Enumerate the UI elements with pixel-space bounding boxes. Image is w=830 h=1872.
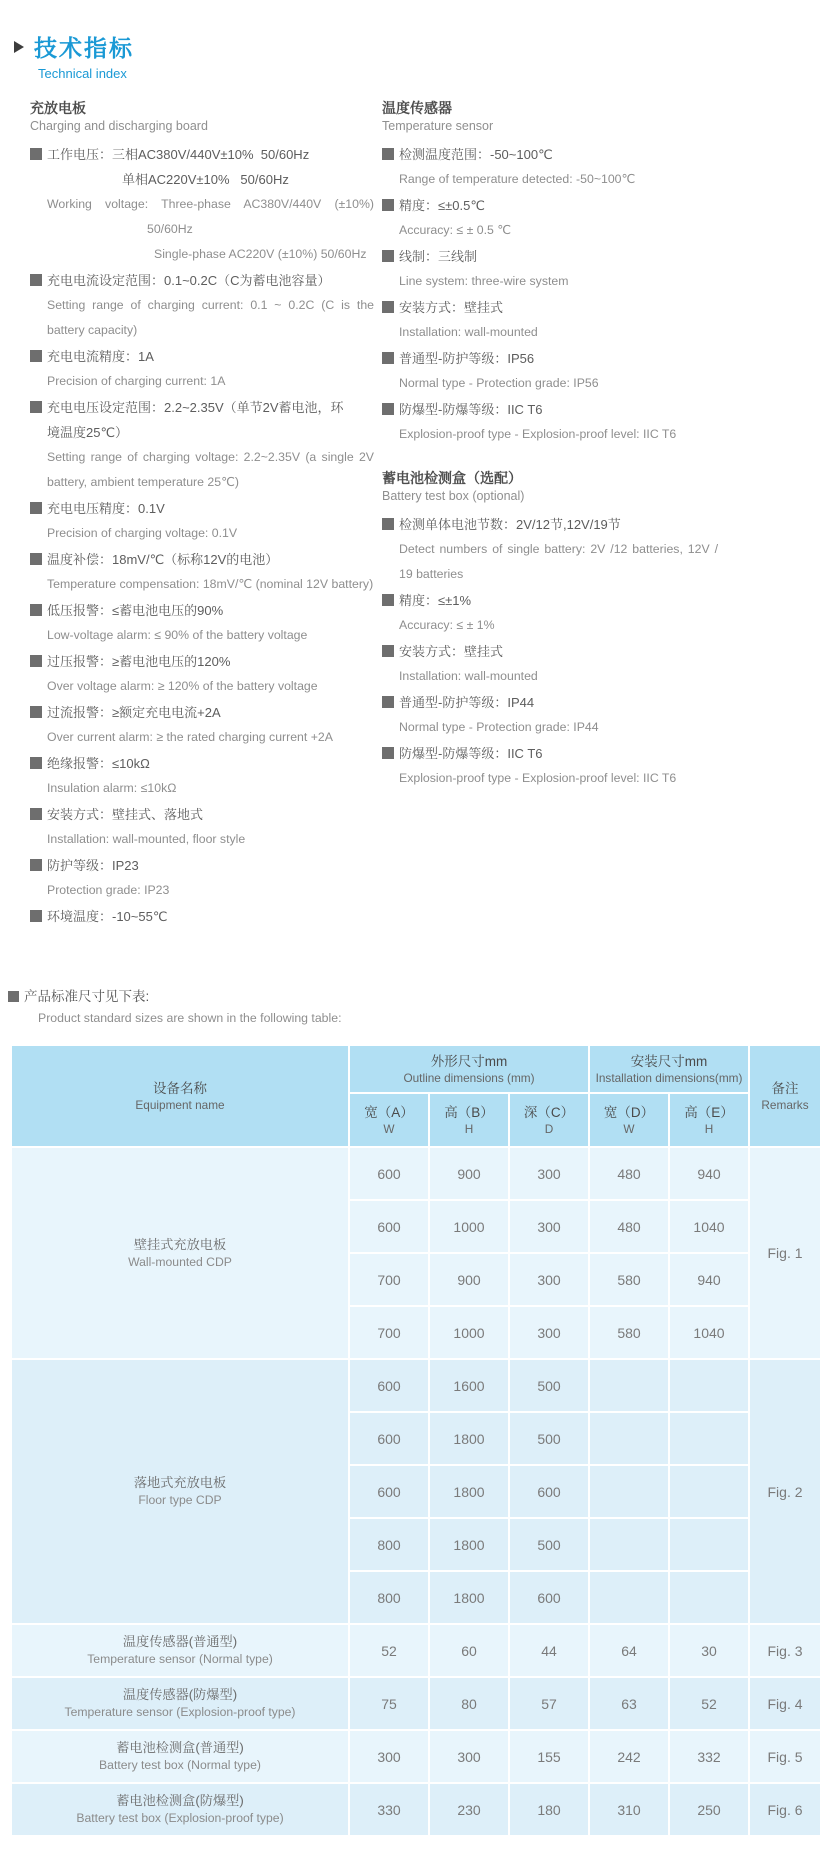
- charging-board-spec-list: [30, 142, 374, 929]
- spec-line-en: Installation: wall-mounted: [399, 669, 538, 683]
- spec-line-cn: 检测温度范围：-50~100℃: [382, 142, 718, 167]
- spec-line-en: Normal type - Protection grade: IP56: [399, 376, 599, 390]
- dimension-cell: 30: [669, 1624, 749, 1677]
- spec-item: [30, 598, 374, 648]
- section-title-charging-board-en: Charging and discharging board: [30, 119, 208, 133]
- spec-item: [30, 802, 374, 852]
- equipment-name-cell: 壁挂式充放电板 Wall-mounted CDP: [11, 1147, 349, 1359]
- spec-line-cn: 温度补偿：18mV/℃（标称12V的电池）: [30, 547, 374, 572]
- page-header: [0, 0, 830, 63]
- dimension-cell: 600: [349, 1359, 429, 1412]
- dimension-cell: [589, 1571, 669, 1624]
- dimension-cell: 180: [509, 1783, 589, 1836]
- spec-line-cn: 充电电压精度：0.1V: [30, 496, 374, 521]
- spec-item: [30, 649, 374, 699]
- spec-line-en: 50/60Hz: [147, 222, 193, 236]
- spec-line-cn: 工作电压：三相AC380V/440V±10% 50/60Hz: [30, 142, 374, 167]
- spec-item: [382, 690, 718, 740]
- spec-item: [30, 496, 374, 546]
- spec-line-cn: 检测单体电池节数：2V/12节,12V/19节: [382, 512, 718, 537]
- spec-line-cn: 防爆型-防爆等级：IIC T6: [382, 741, 718, 766]
- remark-cell: Fig. 6: [749, 1783, 821, 1836]
- spec-item: [382, 295, 718, 345]
- spec-item: [30, 395, 374, 495]
- remark-cell: Fig. 2: [749, 1359, 821, 1624]
- col-subheader-width-d: 宽（D） W: [589, 1093, 669, 1147]
- spec-item: [30, 700, 374, 750]
- dimension-cell: 330: [349, 1783, 429, 1836]
- dimension-cell: 300: [509, 1306, 589, 1359]
- col-header-remarks: 备注 Remarks: [749, 1045, 821, 1147]
- spec-line-en: Over current alarm: ≥ the rated charging current +2A: [47, 730, 333, 744]
- remark-cell: Fig. 3: [749, 1624, 821, 1677]
- dimension-cell: 480: [589, 1147, 669, 1200]
- dimension-cell: [669, 1465, 749, 1518]
- dimension-cell: 300: [509, 1147, 589, 1200]
- spec-line-cn: 低压报警：≤蓄电池电压的90%: [30, 598, 374, 623]
- spec-item: [382, 142, 718, 192]
- spec-item: [382, 741, 718, 791]
- dimension-cell: 940: [669, 1147, 749, 1200]
- spec-line-en: Working voltage: Three-phase AC380V/440V (±10%): [47, 197, 374, 211]
- spec-line-en: Insulation alarm: ≤10kΩ: [47, 781, 177, 795]
- dimension-cell: 580: [589, 1306, 669, 1359]
- spec-item: [382, 244, 718, 294]
- dimension-cell: 600: [509, 1571, 589, 1624]
- dimension-cell: 580: [589, 1253, 669, 1306]
- square-bullet-icon: [382, 148, 394, 160]
- square-bullet-icon: [30, 757, 42, 769]
- spec-line-en: Explosion-proof type - Explosion-proof level: IIC T6: [399, 427, 677, 441]
- spec-item: [382, 397, 718, 447]
- square-bullet-icon: [30, 910, 42, 922]
- spec-item: [30, 751, 374, 801]
- spec-line-en: Normal type - Protection grade: IP44: [399, 720, 599, 734]
- square-bullet-icon: [382, 747, 394, 759]
- col-subheader-width-a: 宽（A） W: [349, 1093, 429, 1147]
- spec-line-en: Precision of charging current: 1A: [47, 374, 226, 388]
- spec-line-en: Detect numbers of single battery: 2V /12 batteries, 12V / 19 batteries: [399, 542, 718, 581]
- spec-line-cn: 过压报警：≥蓄电池电压的120%: [30, 649, 374, 674]
- square-bullet-icon: [30, 401, 42, 413]
- dimension-cell: [589, 1412, 669, 1465]
- dimension-cell: 63: [589, 1677, 669, 1730]
- dimension-cell: 60: [429, 1624, 509, 1677]
- dimension-cell: 1040: [669, 1200, 749, 1253]
- dimension-cell: 57: [509, 1677, 589, 1730]
- table-row: [11, 1624, 821, 1677]
- dimension-cell: 1800: [429, 1465, 509, 1518]
- dimension-cell: 230: [429, 1783, 509, 1836]
- right-column: [382, 99, 718, 792]
- spec-item: [382, 193, 718, 243]
- remark-cell: Fig. 5: [749, 1730, 821, 1783]
- left-column: [30, 99, 374, 930]
- col-subheader-height-b: 高（B） H: [429, 1093, 509, 1147]
- square-bullet-icon: [382, 594, 394, 606]
- table-note: [8, 986, 830, 1028]
- square-bullet-icon: [382, 403, 394, 415]
- dimension-cell: 800: [349, 1518, 429, 1571]
- dimension-cell: 480: [589, 1200, 669, 1253]
- dimension-cell: 52: [669, 1677, 749, 1730]
- dimension-cell: 600: [349, 1147, 429, 1200]
- page-title: 技术指标: [34, 35, 134, 61]
- spec-line-en: Single-phase AC220V (±10%) 50/60Hz: [154, 247, 367, 261]
- dimension-cell: 900: [429, 1253, 509, 1306]
- spec-line-cn: 安装方式：壁挂式: [382, 295, 718, 320]
- spec-line-en: Range of temperature detected: -50~100℃: [399, 172, 636, 186]
- equipment-name-cell: 温度传感器(普通型) Temperature sensor (Normal type): [11, 1624, 349, 1677]
- dimension-cell: 800: [349, 1571, 429, 1624]
- spec-line-en: Setting range of charging current: 0.1 ~ 0.2C (C is the battery capacity): [47, 298, 374, 337]
- spec-line-cn: 防护等级：IP23: [30, 853, 374, 878]
- spec-item: [382, 346, 718, 396]
- equipment-name-cell: 蓄电池检测盒(普通型) Battery test box (Normal type): [11, 1730, 349, 1783]
- dimension-cell: 900: [429, 1147, 509, 1200]
- spec-item: [30, 853, 374, 903]
- equipment-name-cell: 蓄电池检测盒(防爆型) Battery test box (Explosion-proof type): [11, 1783, 349, 1836]
- dimension-cell: 600: [349, 1465, 429, 1518]
- dimension-cell: 600: [509, 1465, 589, 1518]
- dimension-cell: 310: [589, 1783, 669, 1836]
- dimension-cell: 500: [509, 1359, 589, 1412]
- spec-line-cn: 过流报警：≥额定充电电流+2A: [30, 700, 374, 725]
- col-subheader-height-e: 高（E） H: [669, 1093, 749, 1147]
- square-bullet-icon: [382, 301, 394, 313]
- remark-cell: Fig. 1: [749, 1147, 821, 1359]
- table-row: [11, 1677, 821, 1730]
- square-bullet-icon: [382, 250, 394, 262]
- dimension-cell: 940: [669, 1253, 749, 1306]
- dimension-cell: 332: [669, 1730, 749, 1783]
- page-subtitle: Technical index: [38, 66, 127, 81]
- dimension-cell: 600: [349, 1412, 429, 1465]
- table-row: [11, 1147, 821, 1200]
- square-bullet-icon: [30, 148, 42, 160]
- square-bullet-icon: [30, 706, 42, 718]
- square-bullet-icon: [30, 859, 42, 871]
- dimension-cell: 300: [429, 1730, 509, 1783]
- dimension-cell: 500: [509, 1412, 589, 1465]
- dimension-cell: [589, 1518, 669, 1571]
- spec-line-cn: 防爆型-防爆等级：IIC T6: [382, 397, 718, 422]
- spec-line-cn: 充电电流设定范围：0.1~0.2C（C为蓄电池容量）: [30, 268, 374, 293]
- section-title-battery-test-box-en: Battery test box (optional): [382, 489, 525, 503]
- spec-item: [382, 639, 718, 689]
- dimension-cell: 1800: [429, 1518, 509, 1571]
- square-bullet-icon: [30, 604, 42, 616]
- dimension-cell: 1800: [429, 1412, 509, 1465]
- spec-line-en: Protection grade: IP23: [47, 883, 170, 897]
- spec-item: [30, 344, 374, 394]
- spec-line-en: Explosion-proof type - Explosion-proof level: IIC T6: [399, 771, 677, 785]
- dimension-cell: 155: [509, 1730, 589, 1783]
- dimension-cell: 1000: [429, 1306, 509, 1359]
- square-bullet-icon: [30, 553, 42, 565]
- size-table: [10, 1044, 822, 1837]
- square-bullet-icon: [8, 991, 19, 1002]
- col-subheader-depth-c: 深（C） D: [509, 1093, 589, 1147]
- spec-line-cn: 充电电压设定范围：2.2~2.35V（单节2V蓄电池，环: [30, 395, 374, 420]
- col-header-outline-dimensions: 外形尺寸mm Outline dimensions (mm): [349, 1045, 589, 1093]
- spec-line-cn: 普通型-防护等级：IP56: [382, 346, 718, 371]
- dimension-cell: 300: [349, 1730, 429, 1783]
- spec-line-en: Precision of charging voltage: 0.1V: [47, 526, 238, 540]
- spec-line-en: Over voltage alarm: ≥ 120% of the battery voltage: [47, 679, 318, 693]
- square-bullet-icon: [382, 645, 394, 657]
- spec-item: [382, 512, 718, 587]
- dimension-cell: 600: [349, 1200, 429, 1253]
- dimension-cell: 1040: [669, 1306, 749, 1359]
- table-row: [11, 1359, 821, 1412]
- table-note-cn: 产品标准尺寸见下表:: [8, 986, 830, 1008]
- square-bullet-icon: [30, 350, 42, 362]
- table-row: [11, 1783, 821, 1836]
- spec-line-cn: 安装方式：壁挂式、落地式: [30, 802, 374, 827]
- square-bullet-icon: [30, 655, 42, 667]
- square-bullet-icon: [30, 808, 42, 820]
- spec-line-en: Installation: wall-mounted: [399, 325, 538, 339]
- dimension-cell: [669, 1359, 749, 1412]
- dimension-cell: 44: [509, 1624, 589, 1677]
- dimension-cell: [669, 1518, 749, 1571]
- dimension-cell: [669, 1571, 749, 1624]
- dimension-cell: 300: [509, 1253, 589, 1306]
- spec-line-en: Line system: three-wire system: [399, 274, 569, 288]
- table-note-en: Product standard sizes are shown in the following table:: [38, 1011, 342, 1025]
- section-title-temperature-sensor-cn: 温度传感器: [382, 100, 452, 116]
- section-title-charging-board-cn: 充放电板: [30, 100, 86, 116]
- table-row: [11, 1730, 821, 1783]
- dimension-cell: 500: [509, 1518, 589, 1571]
- spec-line-en: Installation: wall-mounted, floor style: [47, 832, 246, 846]
- square-bullet-icon: [30, 274, 42, 286]
- spec-line-cn: 环境温度：-10~55℃: [30, 904, 374, 929]
- dimension-cell: 75: [349, 1677, 429, 1730]
- square-bullet-icon: [30, 502, 42, 514]
- col-header-installation-dimensions: 安装尺寸mm Installation dimensions(mm): [589, 1045, 749, 1093]
- spec-line-cn-cont: 单相AC220V±10% 50/60Hz: [122, 172, 289, 187]
- dimension-cell: 700: [349, 1253, 429, 1306]
- dimension-cell: 250: [669, 1783, 749, 1836]
- spec-item: [30, 904, 374, 929]
- dimension-cell: 300: [509, 1200, 589, 1253]
- spec-line-cn: 精度：≤±0.5℃: [382, 193, 718, 218]
- battery-test-box-spec-list: [382, 512, 718, 791]
- dimension-cell: [589, 1359, 669, 1412]
- spec-line-cn-cont: 境温度25℃）: [47, 425, 129, 440]
- spec-line-cn: 充电电流精度：1A: [30, 344, 374, 369]
- dimension-cell: 1600: [429, 1359, 509, 1412]
- square-bullet-icon: [382, 199, 394, 211]
- spec-line-en: Temperature compensation: 18mV/℃ (nominal 12V battery): [47, 577, 374, 591]
- square-bullet-icon: [382, 696, 394, 708]
- spec-line-cn: 精度：≤±1%: [382, 588, 718, 613]
- dimension-cell: 1800: [429, 1571, 509, 1624]
- spec-line-cn: 普通型-防护等级：IP44: [382, 690, 718, 715]
- remark-cell: Fig. 4: [749, 1677, 821, 1730]
- dimension-cell: 1000: [429, 1200, 509, 1253]
- spec-line-en: Accuracy: ≤ ± 0.5 ℃: [399, 223, 512, 237]
- spec-item: [30, 268, 374, 343]
- dimension-cell: 80: [429, 1677, 509, 1730]
- spec-item: [30, 547, 374, 597]
- square-bullet-icon: [382, 518, 394, 530]
- spec-line-cn: 线制：三线制: [382, 244, 718, 269]
- col-header-equipment: 设备名称 Equipment name: [11, 1045, 349, 1147]
- spec-line-en: Low-voltage alarm: ≤ 90% of the battery voltage: [47, 628, 308, 642]
- spec-columns: [0, 99, 830, 930]
- size-table-body: [11, 1147, 821, 1836]
- spec-item: [382, 588, 718, 638]
- dimension-cell: 64: [589, 1624, 669, 1677]
- arrow-marker-icon: [14, 41, 24, 53]
- spec-line-cn: 安装方式：壁挂式: [382, 639, 718, 664]
- dimension-cell: 52: [349, 1624, 429, 1677]
- spec-line-en: Setting range of charging voltage: 2.2~2.35V (a single 2V battery, ambient temperature 25℃): [47, 450, 374, 489]
- square-bullet-icon: [382, 352, 394, 364]
- section-title-temperature-sensor-en: Temperature sensor: [382, 119, 494, 133]
- section-title-battery-test-box-cn: 蓄电池检测盒（选配）: [382, 470, 522, 486]
- spec-line-en: Accuracy: ≤ ± 1%: [399, 618, 495, 632]
- dimension-cell: [589, 1465, 669, 1518]
- equipment-name-cell: 温度传感器(防爆型) Temperature sensor (Explosion-proof type): [11, 1677, 349, 1730]
- dimension-cell: 700: [349, 1306, 429, 1359]
- equipment-name-cell: 落地式充放电板 Floor type CDP: [11, 1359, 349, 1624]
- spec-item: [30, 142, 374, 267]
- dimension-cell: 242: [589, 1730, 669, 1783]
- temperature-sensor-spec-list: [382, 142, 718, 447]
- dimension-cell: [669, 1412, 749, 1465]
- spec-line-cn: 绝缘报警：≤10kΩ: [30, 751, 374, 776]
